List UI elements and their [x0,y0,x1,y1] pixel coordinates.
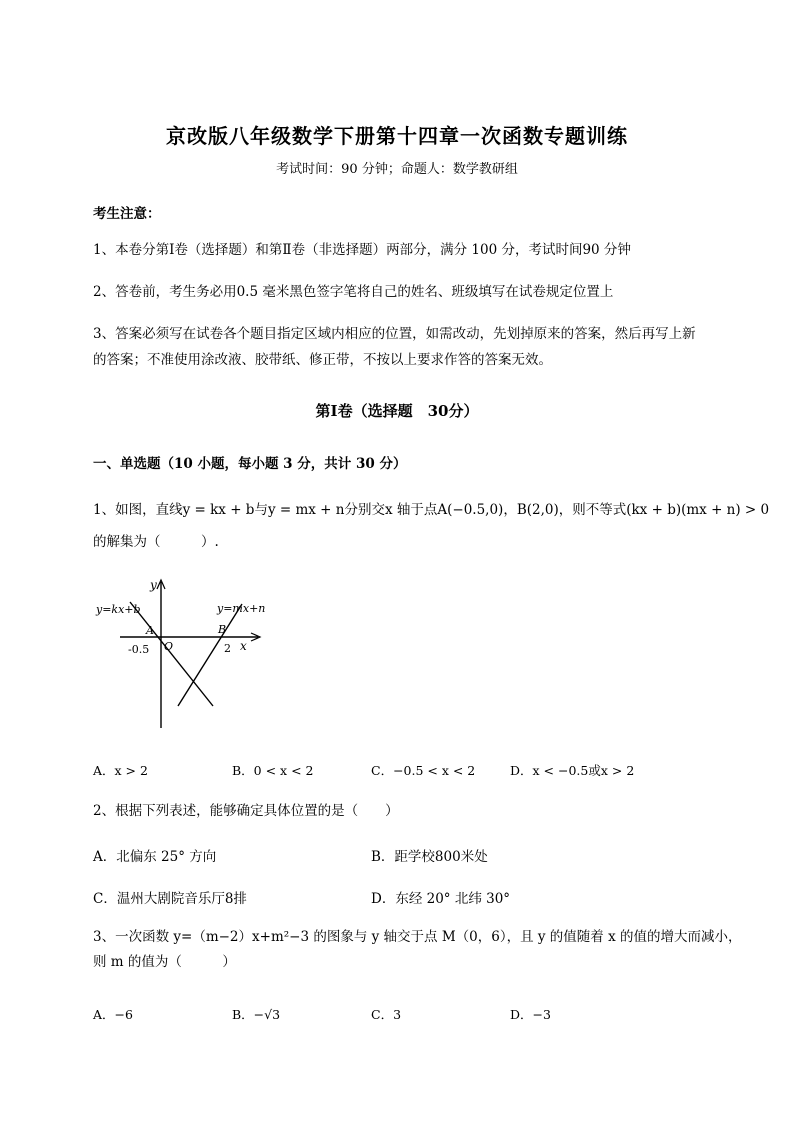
q2-option-a: A．北偏东 25° 方向 [93,849,217,865]
label-B: B [218,623,227,636]
section-title: 第Ⅰ卷（选择题 30分） [315,402,479,420]
notice-item-3-cont: 的答案；不准使用涂改液、胶带纸、修正带，不按以上要求作答的答案无效。 [93,352,552,368]
q1-option-d: D．x < −0.5或x > 2 [510,763,635,778]
label-O: O [164,640,174,653]
q3-option-b: B．−√3 [232,1007,281,1022]
question-1-stem: 1、如图，直线y = kx + b与y = mx + n分别交x 轴于点A(−0.5,0)，B(2,0)，则不等式(kx + b)(mx + n) > 0 [93,502,770,518]
notice-item-3: 3、答案必须写在试卷各个题目指定区域内相应的位置，如需改动，先划掉原来的答案，然后再写上新 [93,326,696,342]
label-A: A [146,624,154,637]
question-1-figure [90,570,290,735]
q3-option-c: C．3 [371,1007,402,1022]
notice-item-1: 1、本卷分第Ⅰ卷（选择题）和第Ⅱ卷（非选择题）两部分，满分 100 分，考试时间90 分钟 [93,242,631,258]
q2-option-b: B．距学校800米处 [371,849,488,865]
q3-option-d: D．−3 [510,1007,551,1022]
question-3-stem-cont: 则 m 的值为（ ） [93,954,236,970]
tick-pos: 2 [224,642,231,655]
exam-info: 考试时间：90 分钟；命题人：数学教研组 [276,162,518,177]
q1-option-a: A．x > 2 [93,763,148,778]
question-2-stem: 2、根据下列表述，能够确定具体位置的是（ ） [93,803,399,819]
line-mx-n [178,604,242,706]
question-3-stem: 3、一次函数 y=（m−2）x+m²−3 的图象与 y 轴交于点 M（0，6），且 y 的值随着 x 的值的增大而减小， [93,929,742,945]
page-title: 京改版八年级数学下册第十四章一次函数专题训练 [166,124,628,148]
notice-heading: 考生注意： [93,206,161,222]
q1-option-b: B．0 < x < 2 [232,763,314,778]
label-line-mx-n: y=mx+n [217,602,266,615]
label-x: x [240,639,247,653]
question-1-stem-cont: 的解集为（ ）. [93,534,219,550]
label-y: y [150,578,157,592]
part-title: 一、单选题（10 小题，每小题 3 分，共计 30 分） [93,456,407,472]
notice-item-2: 2、答卷前，考生务必用0.5 毫米黑色签字笔将自己的姓名、班级填写在试卷规定位置上 [93,284,614,300]
label-line-kx-b: y=kx+b [96,603,141,616]
q1-option-c: C．−0.5 < x < 2 [371,763,476,778]
tick-neg: -0.5 [128,643,150,656]
q2-option-d: D．东经 20° 北纬 30° [371,891,511,907]
q3-option-a: A．−6 [93,1007,133,1022]
q2-option-c: C．温州大剧院音乐厅8排 [93,891,247,907]
